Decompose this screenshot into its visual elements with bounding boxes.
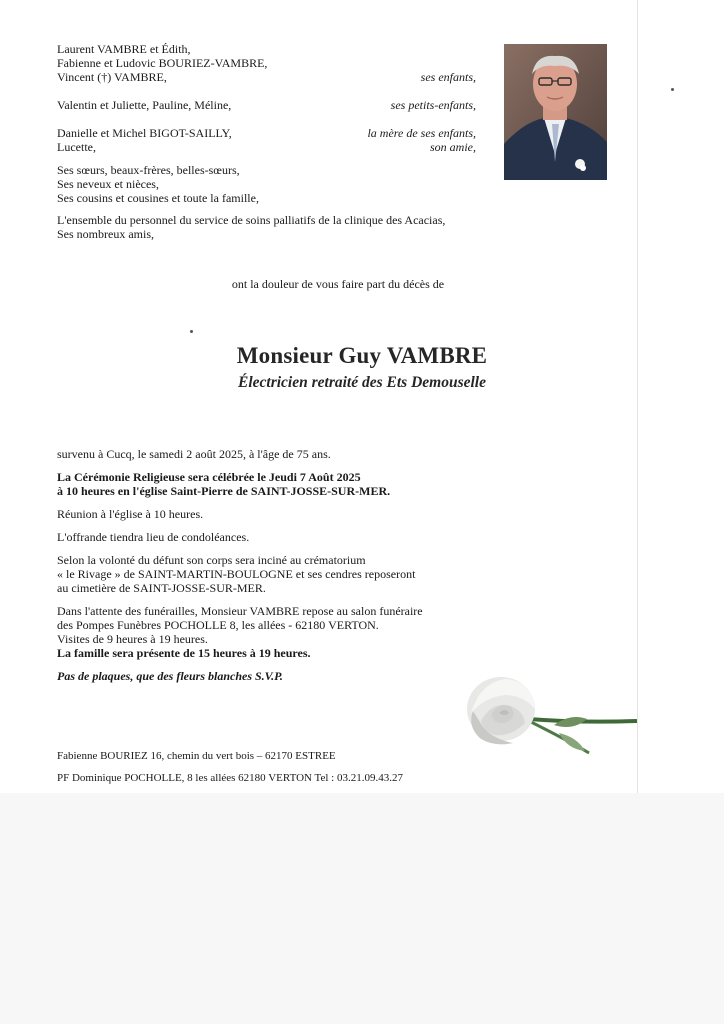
passing-details: survenu à Cucq, le samedi 2 août 2025, à l'âge de 75 ans.	[57, 447, 331, 461]
family-line-2: Fabienne et Ludovic BOURIEZ-VAMBRE,	[57, 56, 268, 70]
family-line-3: Vincent (†) VAMBRE,	[57, 70, 167, 84]
cremation-line-2: « le Rivage » de SAINT-MARTIN-BOULOGNE et ses cendres reposeront	[57, 567, 416, 581]
scan-speck	[190, 330, 193, 333]
footer-address-1: Fabienne BOURIEZ 16, chemin du vert bois – 62170 ESTREE	[57, 750, 336, 762]
portrait-photo	[504, 44, 607, 180]
family-line-5: Danielle et Michel BIGOT-SAILLY,	[57, 126, 232, 140]
family-line-10: L'ensemble du personnel du service de soins palliatifs de la clinique des Acacias,	[57, 213, 446, 227]
rest-line-1: Dans l'attente des funérailles, Monsieur VAMBRE repose au salon funéraire	[57, 604, 423, 618]
ceremony-line-2: à 10 heures en l'église Saint-Pierre de SAINT-JOSSE-SUR-MER.	[57, 484, 391, 498]
family-line-6: Lucette,	[57, 140, 96, 154]
meeting-text: Réunion à l'église à 10 heures.	[57, 507, 204, 521]
family-line-8: Ses neveux et nièces,	[57, 177, 159, 191]
deceased-occupation: Électricien retraité des Ets Demouselle	[238, 374, 486, 391]
family-line-7: Ses sœurs, beaux-frères, belles-sœurs,	[57, 163, 240, 177]
role-grandchildren: ses petits-enfants,	[390, 98, 476, 112]
rest-line-4: La famille sera présente de 15 heures à 19 heures.	[57, 646, 311, 660]
family-line-9: Ses cousins et cousines et toute la famille,	[57, 191, 259, 205]
announcement-text: ont la douleur de vous faire part du décès de	[231, 277, 445, 291]
cremation-line-1: Selon la volonté du défunt son corps sera inciné au crématorium	[57, 553, 366, 567]
footer-address-2: PF Dominique POCHOLLE, 8 les allées 62180 VERTON Tel : 03.21.09.43.27	[57, 772, 403, 784]
deceased-name: Monsieur Guy VAMBRE	[236, 343, 488, 368]
family-line-4: Valentin et Juliette, Pauline, Méline,	[57, 98, 232, 112]
cremation-line-3: au cimetière de SAINT-JOSSE-SUR-MER.	[57, 581, 266, 595]
family-line-11: Ses nombreux amis,	[57, 227, 154, 241]
offering-text: L'offrande tiendra lieu de condoléances.	[57, 530, 250, 544]
white-rose-image	[459, 661, 639, 761]
ceremony-line-1: La Cérémonie Religieuse sera célébrée le Jeudi 7 Août 2025	[57, 470, 361, 484]
role-children: ses enfants,	[420, 70, 476, 84]
rest-line-2: des Pompes Funèbres POCHOLLE 8, les allées - 62180 VERTON.	[57, 618, 379, 632]
flowers-note: Pas de plaques, que des fleurs blanches S.V.P.	[57, 669, 283, 683]
role-friend: son amie,	[430, 140, 476, 154]
scan-speck	[671, 88, 674, 91]
rest-line-3: Visites de 9 heures à 19 heures.	[57, 632, 208, 646]
family-line-1: Laurent VAMBRE et Édith,	[57, 42, 191, 56]
role-mother: la mère de ses enfants,	[367, 126, 476, 140]
